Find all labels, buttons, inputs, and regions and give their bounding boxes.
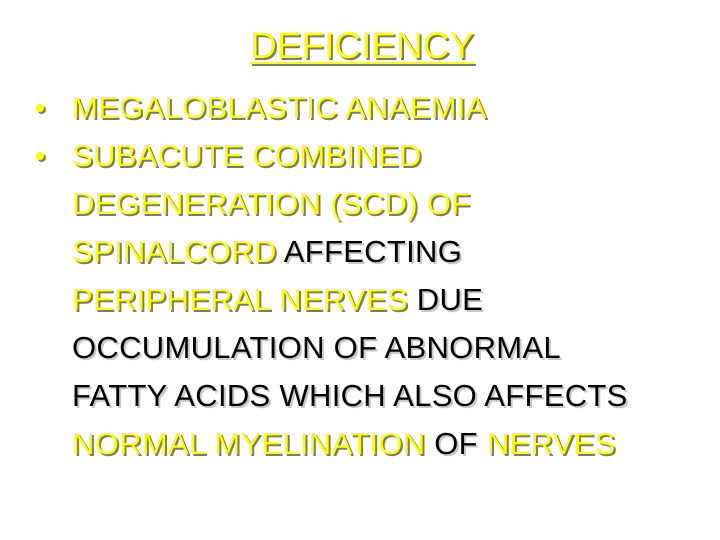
bullet-dot-icon: • <box>34 90 46 125</box>
bullet-segment-scd: SUBACUTE COMBINED DEGENERATION (SCD) OF SPINALCORD <box>72 138 471 269</box>
bullet-segment-normal-myelination: NORMAL MYELINATION <box>72 426 426 461</box>
bullet-segment: MEGALOBLASTIC ANAEMIA <box>72 90 487 125</box>
bullet-text <box>72 132 632 468</box>
bullet-item-megaloblastic-anaemia <box>30 84 710 132</box>
bullet-list <box>30 84 710 468</box>
bullet-segment-affecting: AFFECTING <box>276 234 463 269</box>
bullet-segment-of: OF <box>425 426 487 461</box>
bullet-item-scd <box>30 132 710 468</box>
bullet-segment-nerves: NERVES <box>486 426 616 461</box>
slide-title: DEFICIENCY <box>249 25 475 66</box>
bullet-dot-icon: • <box>34 138 46 173</box>
bullet-text <box>72 84 632 132</box>
bullet-segment-due-occumulation: DUE OCCUMULATION OF ABNORMAL FATTY ACIDS WHICH ALSO AFFECTS <box>72 282 628 413</box>
bullet-segment-peripheral-nerves: PERIPHERAL NERVES <box>72 282 408 317</box>
